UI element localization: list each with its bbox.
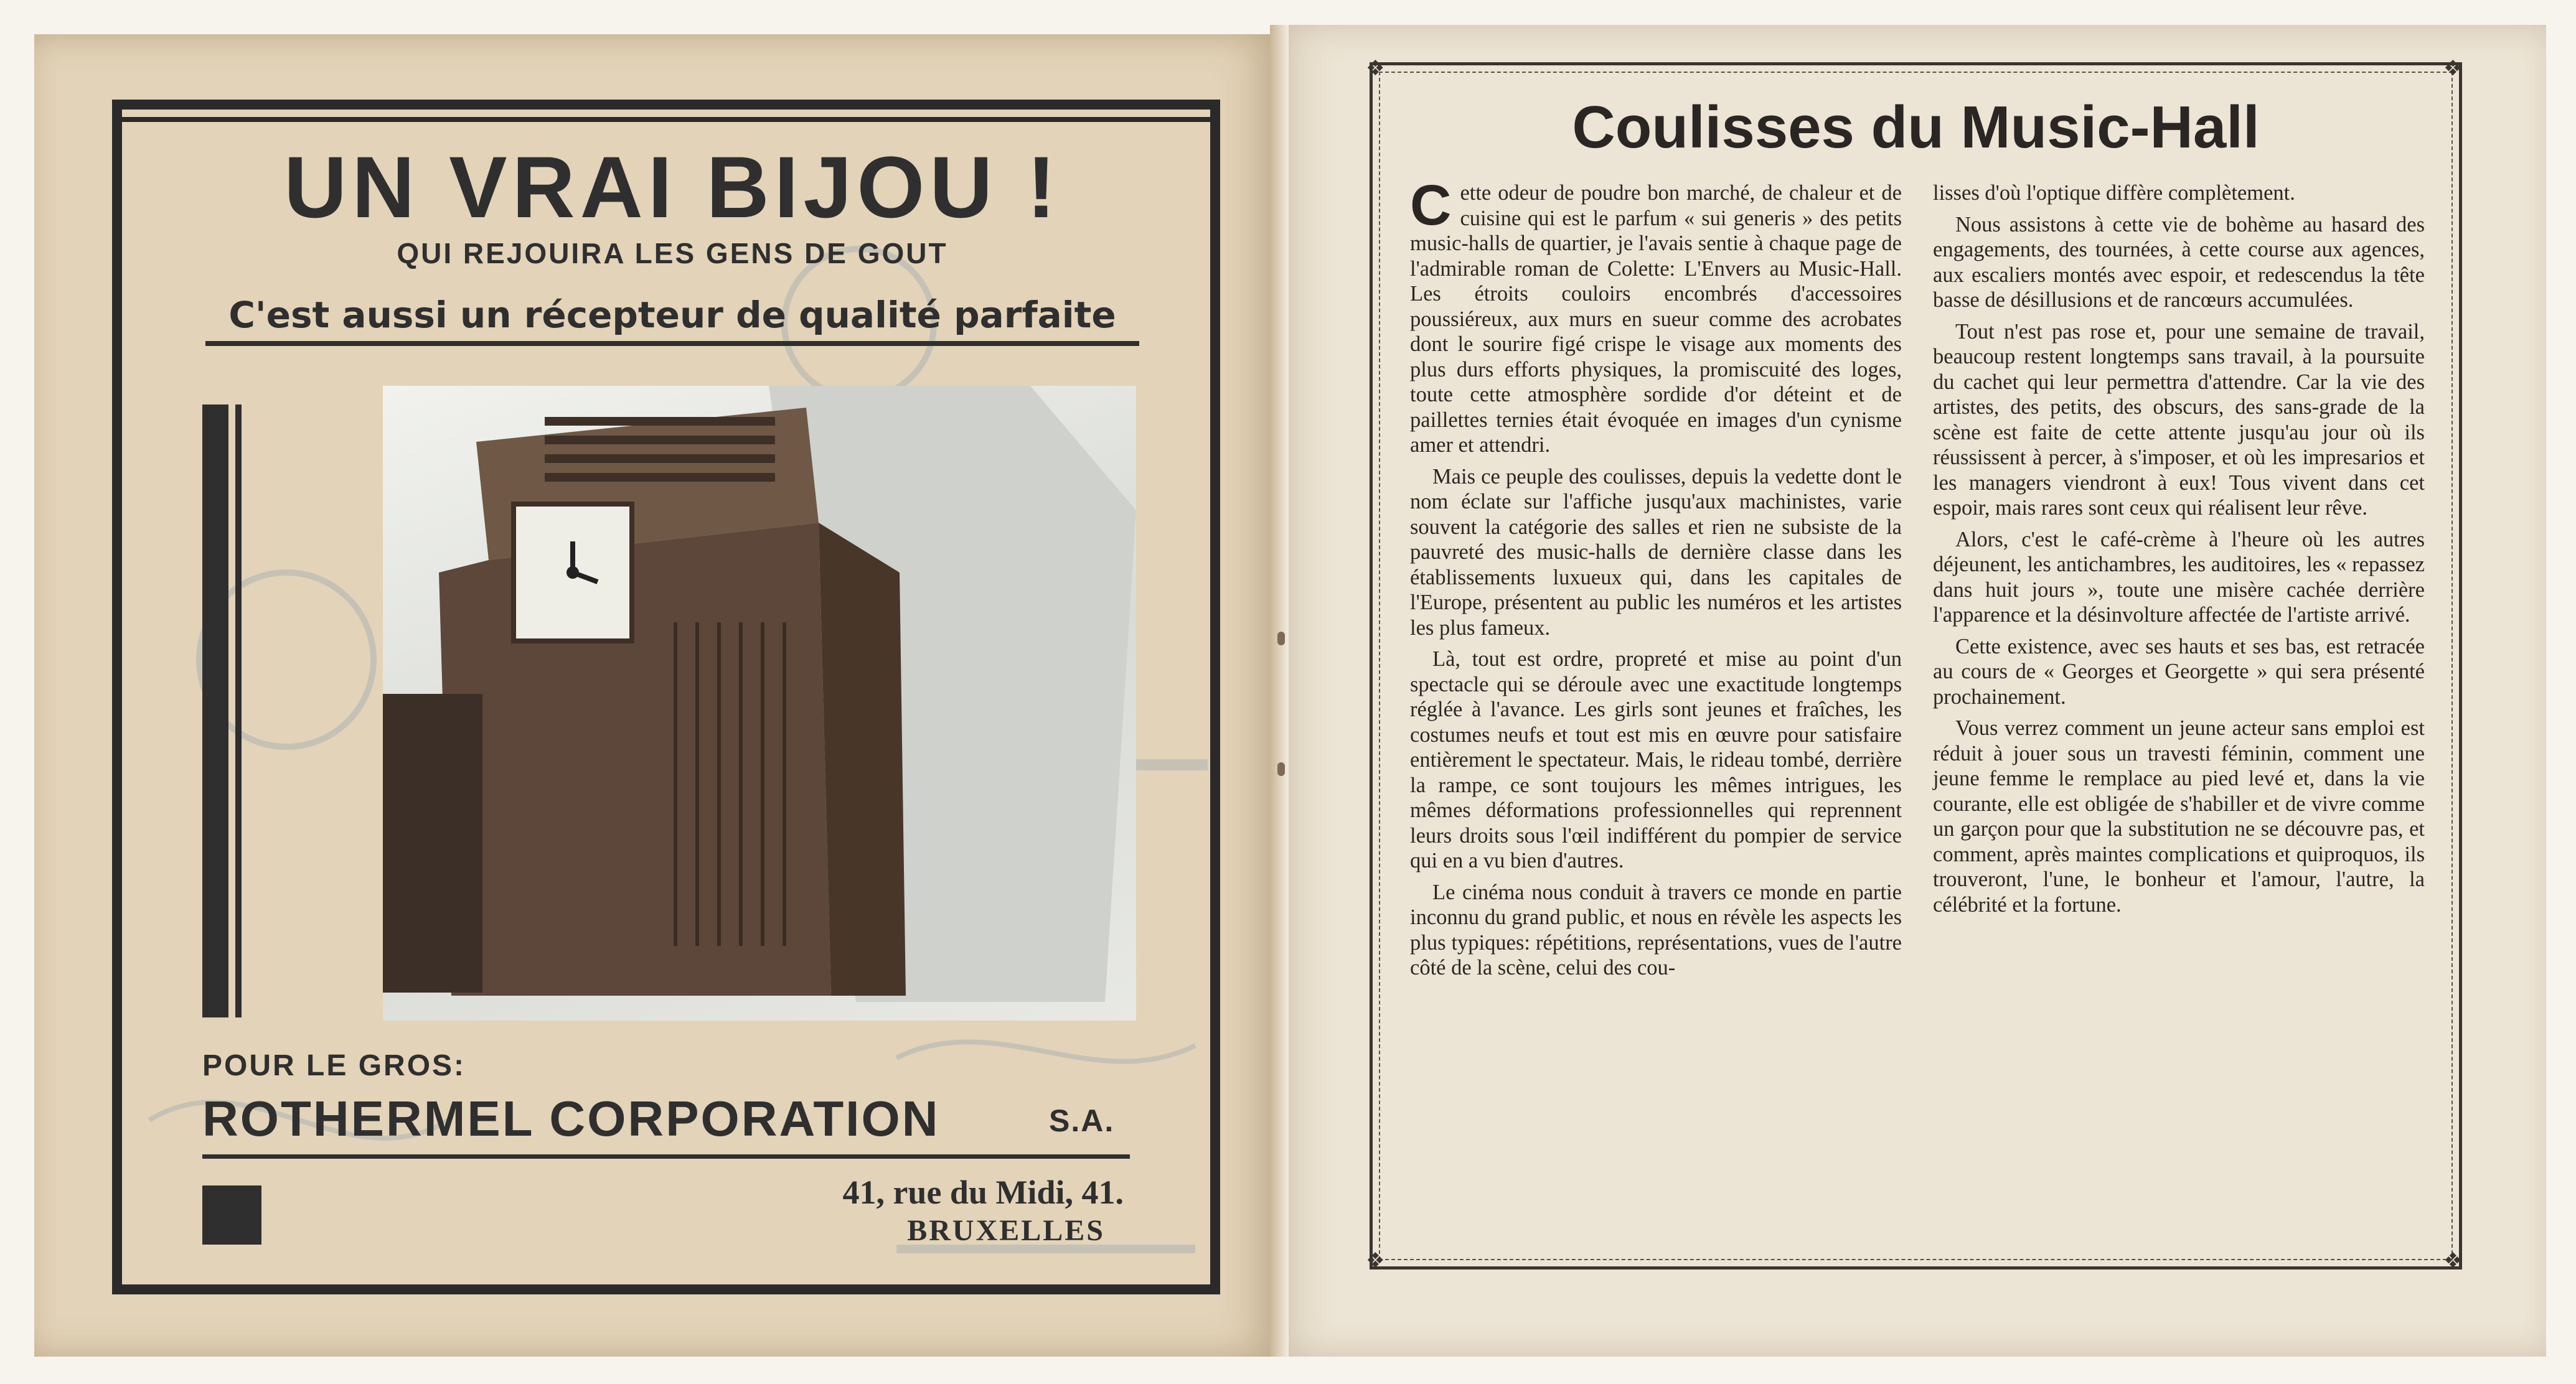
company-address: 41, rue du Midi, 41. <box>842 1174 1124 1211</box>
paragraph: Alors, c'est le café-crème à l'heure où les autres déjeunent, les antichambres, les auditoires, les « repassez dans huit jours », toute une misère cachée derrière l'apparence et la désinvolture affectée de l'artiste arrivé. <box>1933 527 2425 627</box>
article-title: Coulisses du Music-Hall <box>1572 94 2260 161</box>
paragraph-text: ette odeur de poudre bon marché, de chaleur et de cuisine qui est le parfum « sui generis » des petits music-halls de quartier, je l'avais sentie à chaque page de l'admirable roman de Colette: L'Envers au Music-Hall. Les étroits couloirs encombrés d'accessoires poussiéreux, aux murs en sueur comme des acrobates dont le sourire figé crispe le visage aux moments des plus durs efforts physiques, la promiscuité des loges, toute cette atmosphère sordide d'or déteint et de paillettes ternies était évoquée en images d'un cynisme amer et attendri. <box>1410 181 1902 457</box>
corner-ornament: ❖ <box>2443 57 2463 80</box>
paragraph: Là, tout est ordre, propreté et mise au point d'un spectacle qui se déroule avec une exactitude longtemps réglée à l'avance. Les girls sont jeunes et fraîches, les costumes neufs et tout est mis en œuvre pour satisfaire entièrement le spectateur. Mais, le rideau tombé, derrière la rampe, ce sont toujours les mêmes intrigues, les mêmes déformations professionnelles qui reprennent leurs droits sous l'œil indifférent du pompier de service qui en a vu bien d'autres. <box>1410 647 1902 872</box>
left-decorative-line <box>235 404 242 1017</box>
paragraph: Mais ce peuple des coulisses, depuis la vedette dont le nom éclate sur l'affiche jusqu'aux machinistes, varie souvent la catégorie des salles et rien ne subsiste de la pauvreté des music-halls de dernière classe dans les établissements luxueux qui, dans les capitales de l'Europe, présentent au public les numéros et les artistes les plus fameux. <box>1410 464 1902 640</box>
paragraph: Tout n'est pas rose et, pour une semaine de travail, beaucoup restent longtemps sans travail, à la poursuite du cachet qui leur permettra d'attendre. Car la vie des artistes, des petits, des obscurs, des sans-grade de la scène est faite de cette attente jusqu'au jour où ils réussissent à percer, à s'imposer, et où les impresarios et les managers viendront à eux! Tous vivent dans cet espoir, mais rares sont ceux qui réalisent leur rêve. <box>1933 319 2425 520</box>
radio-photo <box>383 386 1136 1021</box>
corner-ornament: ❖ <box>1366 1250 1385 1273</box>
ad-tagline: C'est aussi un récepteur de qualité parfaite <box>228 294 1116 336</box>
article-column-1 <box>1410 174 1902 987</box>
paragraph: Le cinéma nous conduit à travers ce monde en partie inconnu du grand public, et nous en révèle les aspects les plus typiques: répétitions, représentations, vues de l'autre côté de la scène, celui des cou- <box>1410 880 1902 980</box>
company-rule <box>202 1154 1130 1159</box>
drop-cap: C <box>1410 174 1452 237</box>
company-suffix: S.A. <box>1049 1103 1115 1138</box>
company-name: ROTHERMEL CORPORATION <box>202 1091 940 1146</box>
ad-title: UN VRAI BIJOU ! <box>284 138 1061 236</box>
article-column-2 <box>1933 180 2425 923</box>
decorative-square <box>202 1185 261 1245</box>
ad-tagline-rule <box>205 341 1139 346</box>
corner-ornament: ❖ <box>1366 57 1385 80</box>
paragraph: lisses d'où l'optique diffère complètement. <box>1933 181 2295 205</box>
staple-hole <box>1277 632 1285 645</box>
paragraph: Cette existence, avec ses hauts et ses bas, est retracée au cours de « Georges et Georgette » qui sera présenté prochainement. <box>1933 634 2425 709</box>
radio-illustration <box>383 386 1136 1021</box>
staple-hole <box>1277 762 1285 776</box>
left-decorative-bar <box>202 404 228 1017</box>
paragraph: Vous verrez comment un jeune acteur sans emploi est réduit à jouer sous un travesti féminin, comment une jeune femme le remplace au pied levé et, dans la vie courante, elle est obligée de s'habiller et de vivre comme un garçon pour que la substitution ne se découvre pas, et comment, après maintes complications et quiproquos, ils trouveront, l'une, le bonheur et l'amour, l'autre, la célébrité et la fortune. <box>1933 716 2425 917</box>
corner-ornament: ❖ <box>2443 1250 2463 1273</box>
gutter <box>1270 25 1289 1357</box>
ad-top-rule <box>118 117 1214 122</box>
wholesale-label: POUR LE GROS: <box>202 1049 466 1082</box>
paragraph: Nous assistons à cette vie de bohème au hasard des engagements, des tournées, à cette course aux agences, aux escaliers montés avec espoir, et redescendus la tête basse de désillusions et de rancœurs accumulées. <box>1933 212 2425 312</box>
ad-subtitle: QUI REJOUIRA LES GENS DE GOUT <box>397 237 948 269</box>
company-city: BRUXELLES <box>907 1214 1105 1247</box>
paragraph <box>1410 174 1902 458</box>
